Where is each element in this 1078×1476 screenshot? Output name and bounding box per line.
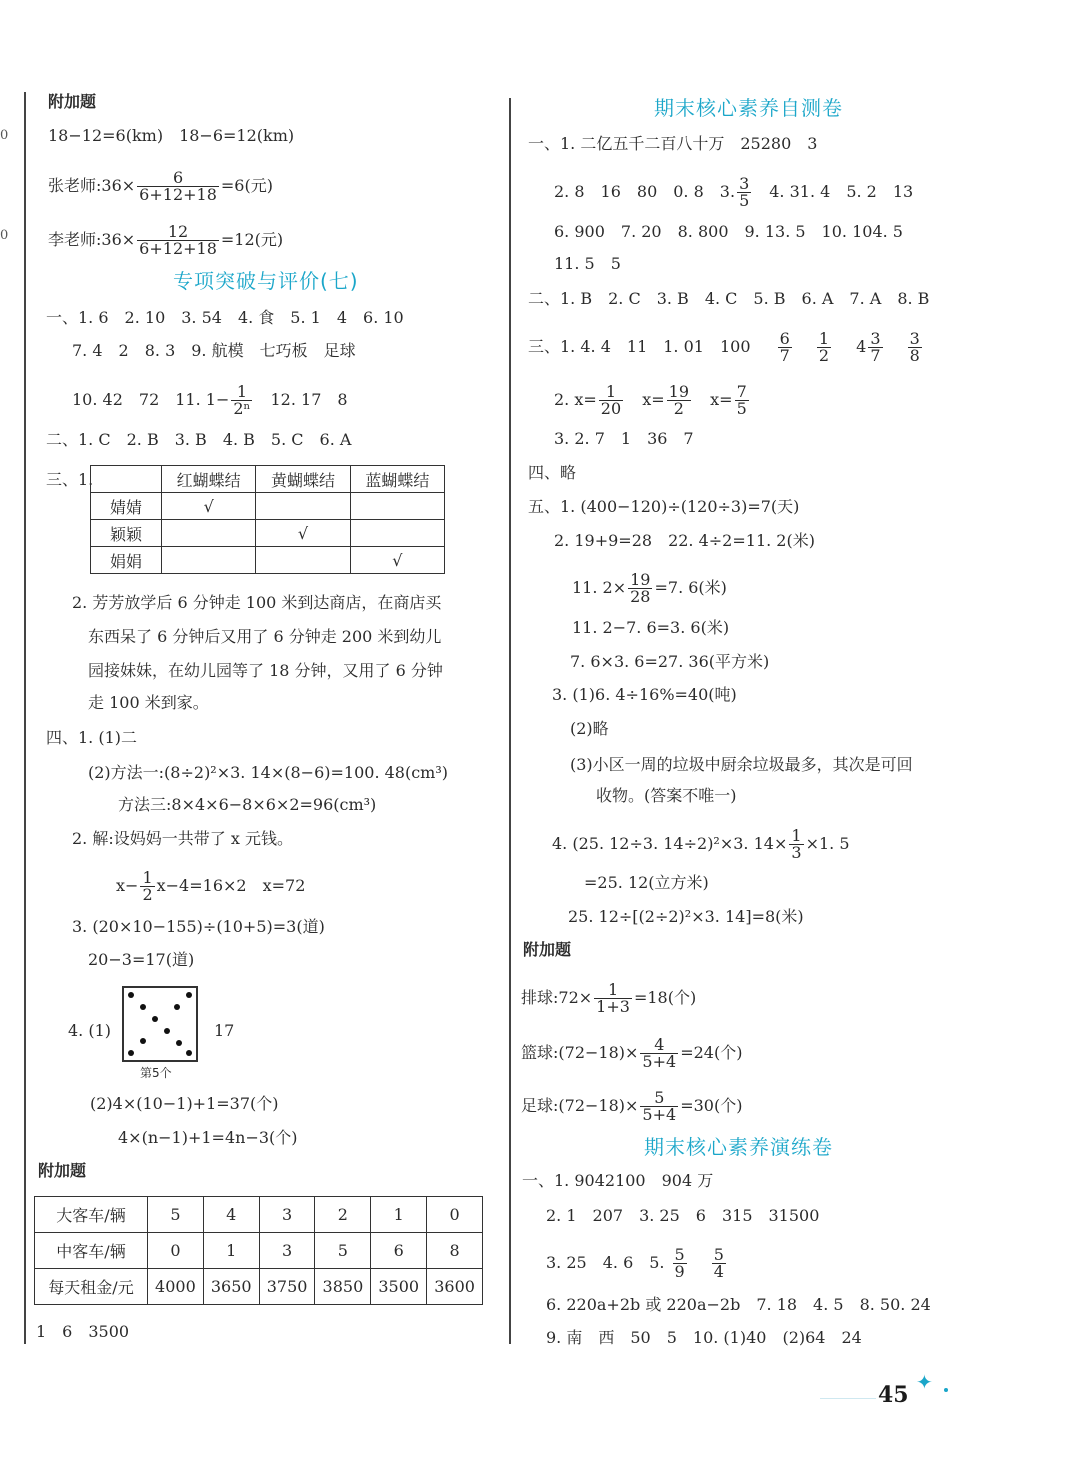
page-number: 45 <box>878 1382 909 1408</box>
fraction: $\frac{4}{5+4}$ <box>642 1035 677 1071</box>
answer-line: 2. 8 16 80 0. 8 3. $\frac{3}{5}$ 4. 31. 4 5. 2 13 <box>554 174 914 210</box>
column-divider <box>509 98 511 1344</box>
answer-line: 6. 220a+2b 或 220a−2b 7. 18 4. 5 8. 50. 24 <box>546 1295 931 1314</box>
answer-line: 2. 19+9=28 22. 4÷2=11. 2(米) <box>554 531 815 550</box>
fraction: $\frac{5}{5+4}$ <box>642 1088 677 1124</box>
answer-value: 17 <box>214 1021 235 1040</box>
left-margin-rule <box>24 92 26 1344</box>
answer-line: 篮球:(72−18)× $\frac{4}{5+4}$ =24(个) <box>521 1035 743 1071</box>
fraction: $\frac{6}{7}$ <box>779 329 790 365</box>
answer-line: 10. 42 72 11. 1− $\frac{1}{\text{2ⁿ}}$ 12. 17 8 <box>72 382 348 418</box>
answer-line: 4. (25. 12÷3. 14÷2)²×3. 14× $\frac{1}{3}$ ×1. 5 <box>552 826 850 862</box>
paragraph-line: 园接妹妹，在幼儿园等了 18 分钟，又用了 6 分钟 <box>88 661 443 680</box>
fraction: $\frac{3}{7}$ <box>870 329 881 365</box>
fraction: $\frac{19}{2}$ <box>668 382 690 418</box>
answer-line: 2. x= $\frac{1}{20}$ x= $\frac{19}{2}$ x= $\frac{7}{5}$ <box>554 382 747 418</box>
answer-line: 25. 12÷[(2÷2)²×3. 14]=8(米) <box>568 907 804 926</box>
answer-line: 一、1. 9042100 904 万 <box>522 1171 714 1190</box>
sparkle-icon: ✦ <box>916 1370 933 1394</box>
fraction: $\frac{6}{6+12+18}$ <box>139 168 217 204</box>
extra-line: 张老师:36× $\frac{6}{6+12+18}$ =6(元) <box>48 168 273 204</box>
dot <box>164 1028 170 1034</box>
edge-mark: 0 <box>0 128 9 143</box>
answer-line: (2)4×(10−1)+1=37(个) <box>90 1094 279 1113</box>
answer-line: 2. 1 207 3. 25 6 315 31500 <box>546 1206 820 1225</box>
fraction: $\frac{7}{5}$ <box>736 382 747 418</box>
fraction: $\frac{12}{6+12+18}$ <box>139 222 217 258</box>
answer-line: 一、1. 6 2. 10 3. 54 4. 食 5. 1 4 6. 10 <box>46 308 404 327</box>
section-title: 期末核心素养演练卷 <box>644 1135 833 1159</box>
paragraph-line: 东西呆了 6 分钟后又用了 6 分钟走 200 米到幼儿 <box>88 627 442 646</box>
edge-mark: 0 <box>0 228 9 243</box>
fraction: $\frac{19}{28}$ <box>630 570 651 606</box>
answer-line: 7. 6×3. 6=27. 36(平方米) <box>570 652 770 671</box>
answer-line: 排球:72× $\frac{1}{1+3}$ =18(个) <box>521 980 697 1016</box>
dot <box>128 992 134 998</box>
answer-line: 四、1. (1)二 <box>46 728 138 747</box>
answer-line: 足球:(72−18)× $\frac{5}{5+4}$ =30(个) <box>521 1088 743 1124</box>
paragraph-line: 走 100 米到家。 <box>88 693 209 712</box>
answer-line: 方法三:8×4×6−8×6×2=96(cm³) <box>118 795 377 814</box>
footer-rule <box>820 1398 876 1399</box>
dot-pattern-figure <box>122 986 198 1062</box>
dot <box>152 1016 158 1022</box>
dot <box>176 1040 182 1046</box>
answer-line: 四、略 <box>528 463 577 482</box>
answer-line: 4×(n−1)+1=4n−3(个) <box>118 1128 298 1147</box>
sparkle-dot-icon <box>944 1388 948 1392</box>
figure-caption: 第5个 <box>140 1066 172 1080</box>
extra-line: 李老师:36× $\frac{12}{6+12+18}$ =12(元) <box>48 222 284 258</box>
rental-table: 大客车/辆 5 4 3 2 1 0 中客车/辆 0 1 3 5 6 8 每天租金/元 4000 3650 3750 3850 3500 3600 <box>34 1196 483 1305</box>
answer-line: 1 6 3500 <box>36 1322 130 1341</box>
dot <box>186 1050 192 1056</box>
answer-line: 3. (20×10−155)÷(10+5)=3(道) <box>72 917 325 936</box>
answer-line: 3. 2. 7 1 36 7 <box>554 429 694 448</box>
fraction: $\frac{3}{5}$ <box>739 174 750 210</box>
paragraph-line: 2. 芳芳放学后 6 分钟走 100 米到达商店，在商店买 <box>72 593 442 612</box>
fraction: $\frac{1}{2}$ <box>142 868 153 904</box>
answer-line: (3)小区一周的垃圾中厨余垃圾最多，其次是可回 <box>570 755 913 774</box>
answer-line: 三、1. 4. 4 11 1. 01 100 $\frac{6}{7}$ $\frac{1}{2}$ 4 $\frac{3}{7}$ $\frac{3}{8}$ <box>528 329 920 365</box>
answer-line: x− $\frac{1}{2}$ x−4=16×2 x=72 <box>116 868 306 904</box>
answer-line: 11. 2× $\frac{19}{28}$ =7. 6(米) <box>572 570 727 606</box>
dot <box>140 1004 146 1010</box>
answer-line: 收物。(答案不唯一) <box>596 786 737 805</box>
fraction: $\frac{5}{4}$ <box>713 1245 724 1281</box>
answer-line: 20−3=17(道) <box>88 950 195 969</box>
bow-table: 红蝴蝶结 黄蝴蝶结 蓝蝴蝶结 婧婧 √ 颖颖 √ 娟娟 √ <box>90 465 445 574</box>
answer-line: 五、1. (400−120)÷(120÷3)=7(天) <box>528 497 800 516</box>
answer-label: 三、1. <box>46 470 94 489</box>
answer-line: 一、1. 二亿五千二百八十万 25280 3 <box>528 134 818 153</box>
fraction: $\frac{5}{9}$ <box>674 1245 685 1281</box>
dot <box>174 1004 180 1010</box>
fraction: $\frac{1}{20}$ <box>600 382 622 418</box>
answer-line: 11. 2−7. 6=3. 6(米) <box>572 618 730 637</box>
fraction: $\frac{1}{2}$ <box>818 329 830 365</box>
fraction: $\frac{1}{1+3}$ <box>596 980 630 1016</box>
fraction: $\frac{1}{3}$ <box>791 826 802 862</box>
dot <box>186 992 192 998</box>
answer-line: =25. 12(立方米) <box>584 873 709 892</box>
fraction: $\frac{1}{\text{2ⁿ}}$ <box>233 382 251 418</box>
answer-line: 7. 4 2 8. 3 9. 航模 七巧板 足球 <box>72 341 356 360</box>
answer-line: (2)方法一:(8÷2)²×3. 14×(8−6)=100. 48(cm³) <box>88 763 449 782</box>
extra-title: 附加题 <box>38 1161 87 1180</box>
extra-title: 附加题 <box>48 92 97 111</box>
answer-line: 二、1. C 2. B 3. B 4. B 5. C 6. A <box>46 430 352 449</box>
answer-line: (2)略 <box>570 719 609 738</box>
dot <box>140 1038 146 1044</box>
answer-line: 6. 900 7. 20 8. 800 9. 13. 5 10. 104. 5 <box>554 222 903 241</box>
answer-line: 3. (1)6. 4÷16%=40(吨) <box>552 685 737 704</box>
extra-line: 18−12=6(km) 18−6=12(km) <box>48 126 295 145</box>
extra-title: 附加题 <box>523 940 572 959</box>
section-title: 期末核心素养自测卷 <box>654 96 843 120</box>
answer-line: 3. 25 4. 6 5. $\frac{5}{9}$ $\frac{5}{4}$ <box>546 1245 724 1281</box>
answer-line: 二、1. B 2. C 3. B 4. C 5. B 6. A 7. A 8. B <box>528 289 930 308</box>
fraction: $\frac{3}{8}$ <box>909 329 920 365</box>
dot <box>128 1050 134 1056</box>
answer-line: 11. 5 5 <box>554 254 621 273</box>
answer-line: 9. 南 西 50 5 10. (1)40 (2)64 24 <box>546 1328 862 1347</box>
section-title: 专项突破与评价(七) <box>173 269 359 293</box>
answer-line: 4. (1) <box>68 1021 112 1040</box>
answer-line: 2. 解:设妈妈一共带了 x 元钱。 <box>72 829 293 848</box>
